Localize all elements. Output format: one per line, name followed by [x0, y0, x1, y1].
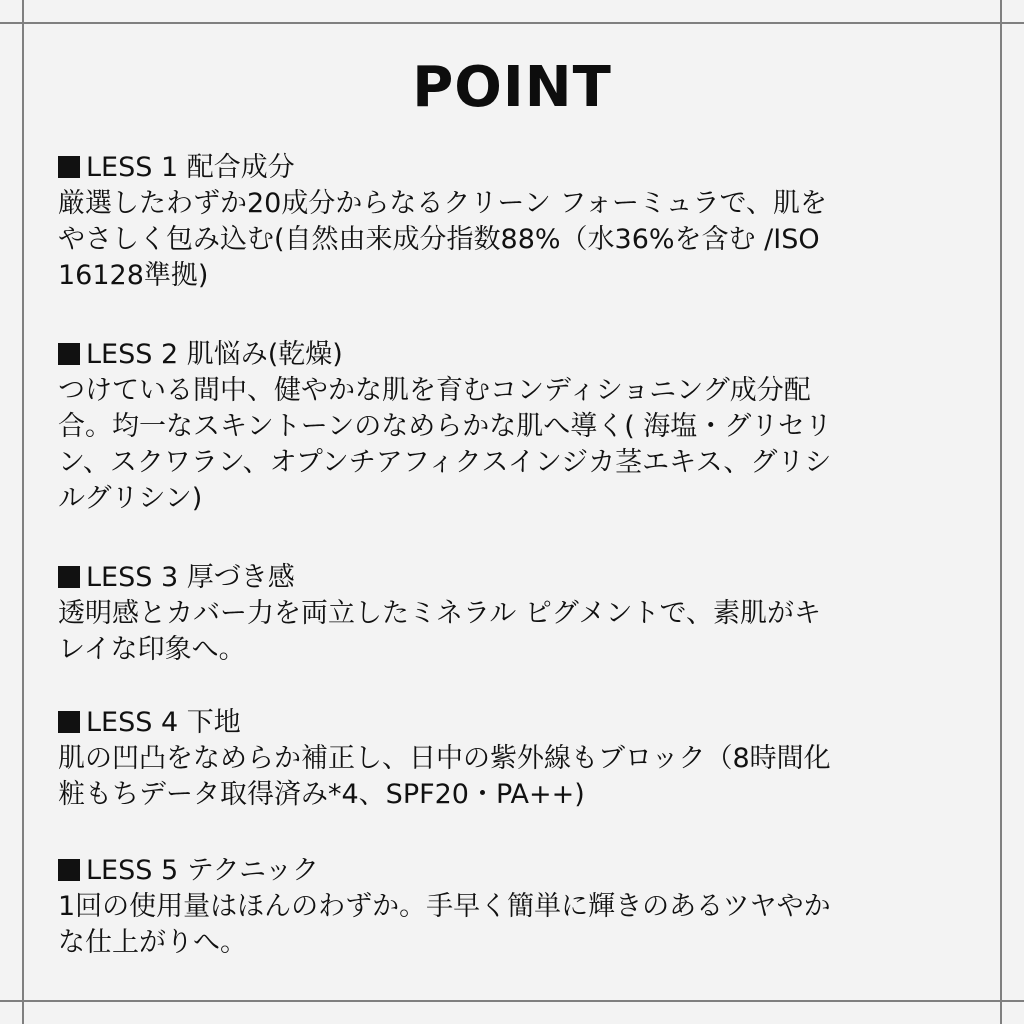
section-body: [58, 373, 958, 517]
square-bullet-icon: [58, 343, 80, 365]
frame-right-line: [1000, 0, 1002, 1024]
section-body: [58, 741, 958, 813]
section-heading-text: LESS 5 テクニック: [86, 855, 320, 886]
page-title: POINT: [412, 55, 612, 120]
body-line: 1回の使用量はほんのわずか。手早く簡単に輝きのあるツヤやか: [58, 891, 831, 922]
body-line: 合。均一なスキントーンのなめらかな肌へ導く( 海塩・グリセリ: [58, 411, 833, 442]
body-line: やさしく包み込む(自然由来成分指数88%（水36%を含む /ISO: [58, 224, 820, 255]
body-line: ン、スクワラン、オプンチアフィクスインジカ茎エキス、グリシ: [58, 447, 832, 478]
section-heading-text: LESS 1 配合成分: [86, 152, 295, 183]
body-line: 粧もちデータ取得済み*4、SPF20・PA++): [58, 779, 585, 810]
section-body: [58, 596, 958, 668]
square-bullet-icon: [58, 711, 80, 733]
square-bullet-icon: [58, 566, 80, 588]
section-less-1: [58, 150, 958, 294]
frame-bottom-line: [0, 1000, 1024, 1002]
section-less-2: [58, 337, 958, 517]
body-line: つけている間中、健やかな肌を育むコンディショニング成分配: [58, 375, 811, 406]
section-less-5: [58, 853, 958, 961]
square-bullet-icon: [58, 156, 80, 178]
section-heading: [58, 560, 958, 596]
frame-top-line: [0, 22, 1024, 24]
body-line: 肌の凹凸をなめらか補正し、日中の紫外線もブロック（8時間化: [58, 743, 831, 774]
section-heading-text: LESS 2 肌悩み(乾燥): [86, 339, 343, 370]
section-less-3: [58, 560, 958, 668]
section-heading: [58, 853, 958, 889]
square-bullet-icon: [58, 859, 80, 881]
section-heading: [58, 337, 958, 373]
body-line: 透明感とカバー力を両立したミネラル ピグメントで、素肌がキ: [58, 598, 821, 629]
section-body: [58, 889, 958, 961]
section-heading-text: LESS 3 厚づき感: [86, 562, 295, 593]
section-less-4: [58, 705, 958, 813]
body-line: 厳選したわずか20成分からなるクリーン フォーミュラで、肌を: [58, 188, 827, 219]
section-heading: [58, 705, 958, 741]
section-heading: [58, 150, 958, 186]
body-line: レイな印象へ。: [58, 634, 246, 665]
body-line: 16128準拠): [58, 260, 209, 291]
body-line: ルグリシン): [58, 483, 203, 514]
section-body: [58, 186, 958, 294]
section-heading-text: LESS 4 下地: [86, 707, 241, 738]
frame-left-line: [22, 0, 24, 1024]
body-line: な仕上がりへ。: [58, 927, 247, 958]
